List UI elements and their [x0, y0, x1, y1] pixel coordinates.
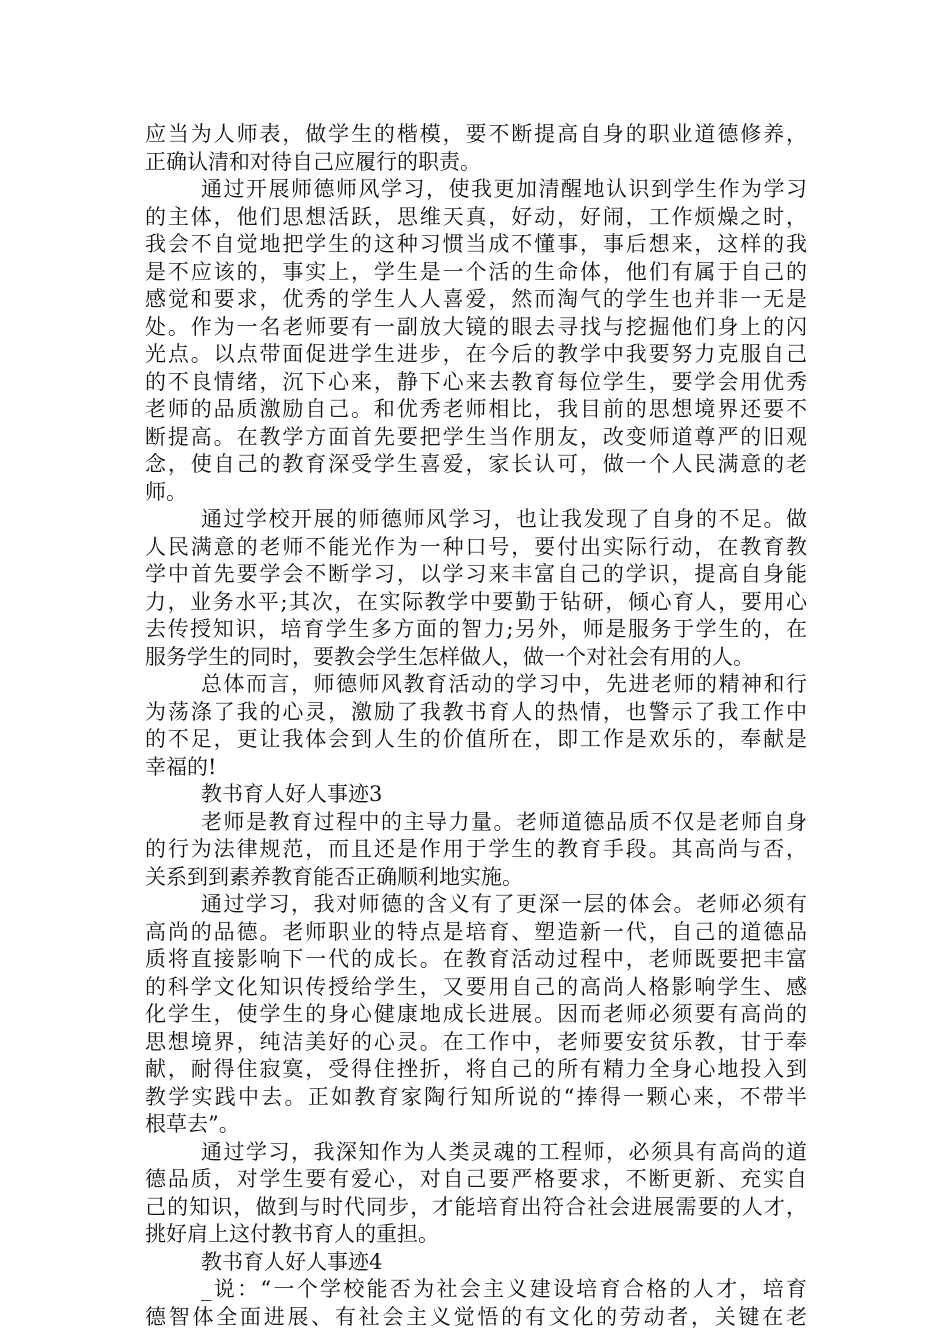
section-heading — [145, 1249, 807, 1277]
text-line: 学中首先要学会不断学习，以学习来丰富自己的学识，提高自身能 — [145, 562, 807, 586]
paragraph — [145, 506, 807, 671]
text-line: 念，使自己的教育深受学生喜爱，家长认可，做一个人民满意的老 — [145, 452, 807, 476]
heading-text: 教书育人好人事迹4 — [201, 1249, 383, 1274]
text-line: 为荡涤了我的心灵，激励了我教书育人的热情，也警示了我工作中 — [145, 699, 807, 724]
text-line: 通过学校开展的师德师风学习，也让我发现了自身的不足。做 — [201, 507, 807, 531]
text-line: 德智体全面进展、有社会主义觉悟的有文化的劳动者，关键在老 — [145, 1304, 807, 1329]
paragraph — [145, 809, 807, 892]
text-line: 的科学文化知识传授给学生，又要用自己的高尚人格影响学生、感 — [145, 974, 807, 999]
text-line: 根草去”。 — [145, 1112, 240, 1136]
text-line: 光点。以点带面促进学生进步，在今后的教学中我要努力克服自己 — [145, 342, 807, 366]
text-line: 总体而言，师德师风教育活动的学习中，先进老师的精神和行 — [201, 672, 807, 696]
paragraph — [145, 1276, 807, 1331]
document-page — [145, 121, 807, 1331]
text-line: 我会不自觉地把学生的这种习惯当成不懂事，事后想来，这样的我 — [145, 232, 807, 256]
text-line: 的不足，更让我体会到人生的价值所在，即工作是欢乐的，奉献是 — [145, 727, 807, 751]
text-line: 己的知识，做到与时代同步，才能培育出符合社会进展需要的人才， — [145, 1194, 807, 1219]
paragraph — [145, 671, 807, 781]
text-line: 服务学生的同时，要教会学生怎样做人，做一个对社会有用的人。 — [145, 644, 754, 669]
text-line: 的不良情绪，沉下心来，静下心来去教育每位学生，要学会用优秀 — [145, 369, 807, 394]
text-line: 是不应该的，事实上，学生是一个活的生命体，他们有属于自己的 — [145, 259, 807, 284]
text-line: 老师的品质激励自己。和优秀老师相比，我目前的思想境界还要不 — [145, 397, 807, 421]
text-line: 关系到到素养教育能否正确顺利地实施。 — [145, 864, 523, 889]
heading-text: 教书育人好人事迹3 — [201, 782, 383, 806]
paragraph — [145, 891, 807, 1139]
text-line: 去传授知识，培育学生多方面的智力;另外，师是服务于学生的，在 — [145, 617, 807, 641]
text-line: 力，业务水平;其次，在实际教学中要勤于钻研，倾心育人，要用心 — [145, 589, 807, 614]
text-line: 感觉和要求，优秀的学生人人喜爱，然而淘气的学生也并非一无是 — [145, 287, 807, 311]
text-line: 挑好肩上这付教书育人的重担。 — [145, 1222, 439, 1246]
text-line: 德品质，对学生要有爱心，对自己要严格要求，不断更新、充实自 — [145, 1167, 807, 1191]
section-heading — [145, 781, 807, 809]
text-line: 教学实践中去。正如教育家陶行知所说的“捧得一颗心来，不带半 — [145, 1084, 807, 1109]
paragraph — [145, 1139, 807, 1249]
text-line: 通过开展师德师风学习，使我更加清醒地认识到学生作为学习 — [201, 177, 807, 201]
paragraph — [145, 121, 807, 176]
text-line: _说：“一个学校能否为社会主义建设培育合格的人才，培育 — [201, 1277, 807, 1301]
text-line: 正确认清和对待自己应履行的职责。 — [145, 149, 481, 174]
text-line: 幸福的! — [145, 754, 217, 779]
text-line: 高尚的品德。老师职业的特点是培育、塑造新一代，自己的道德品 — [145, 919, 807, 944]
text-line: 通过学习，我对师德的含义有了更深一层的体会。老师必须有 — [201, 892, 807, 916]
text-line: 师。 — [145, 479, 187, 504]
paragraph — [145, 176, 807, 506]
text-line: 的行为法律规范，而且还是作用于学生的教育手段。其高尚与否， — [145, 837, 807, 861]
text-line: 老师是教育过程中的主导力量。老师道德品质不仅是老师自身 — [201, 809, 807, 834]
text-line: 应当为人师表，做学生的楷模，要不断提高自身的职业道德修养， — [145, 122, 807, 146]
text-line: 人民满意的老师不能光作为一种口号，要付出实际行动，在教育教 — [145, 534, 807, 559]
text-line: 的主体，他们思想活跃，思维天真，好动，好闹，工作烦燥之时， — [145, 204, 807, 229]
text-line: 化学生，使学生的身心健康地成长进展。因而老师必须要有高尚的 — [145, 1002, 807, 1026]
text-line: 断提高。在教学方面首先要把学生当作朋友，改变师道尊严的旧观 — [145, 424, 807, 449]
text-line: 处。作为一名老师要有一副放大镜的眼去寻找与挖掘他们身上的闪 — [145, 314, 807, 339]
text-line: 思想境界，纯洁美好的心灵。在工作中，老师要安贫乐教，甘于奉 — [145, 1029, 807, 1054]
text-line: 通过学习，我深知作为人类灵魂的工程师，必须具有高尚的道 — [201, 1139, 807, 1164]
text-line: 献，耐得住寂寞，受得住挫折，将自己的所有精力全身心地投入到 — [145, 1057, 807, 1081]
text-line: 质将直接影响下一代的成长。在教育活动过程中，老师既要把丰富 — [145, 947, 807, 971]
